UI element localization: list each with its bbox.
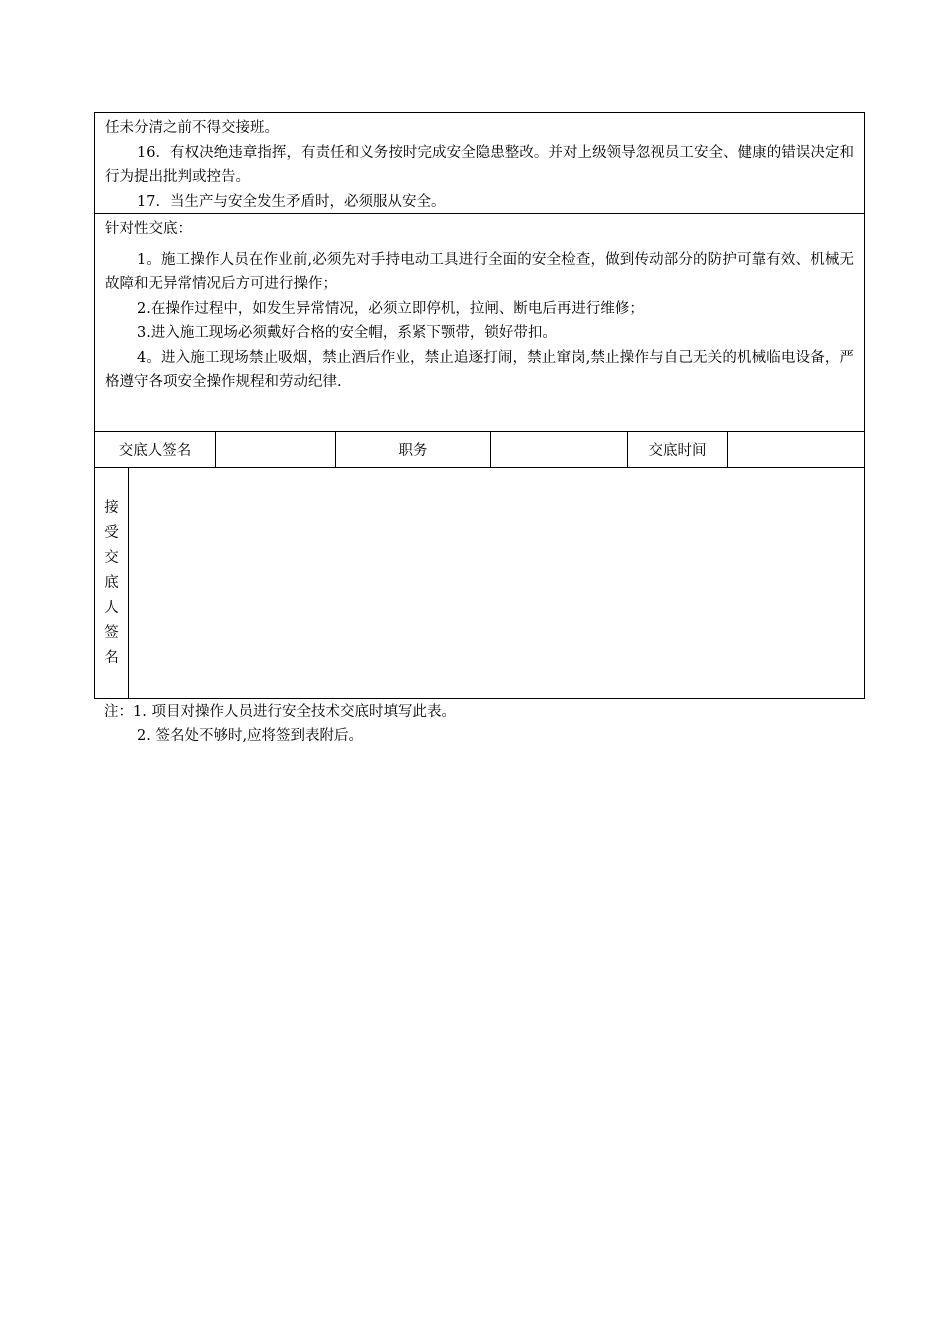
receiver-signature-row [95, 468, 864, 698]
notes [104, 700, 456, 748]
receiver-label-char: 交 [104, 549, 119, 566]
rule-continuation: 任未分清之前不得交接班。 [105, 120, 279, 136]
note-line-2: 2. 签名处不够时,应将签到表附后。 [137, 728, 364, 744]
targeted-item-2: 2.在操作过程中，如发生异常情况，必须立即停机，拉闸、断电后再进行维修； [137, 300, 644, 317]
rule-16: 16．有权决绝违章指挥，有责任和义务按时完成安全隐患整改。并对上级领导忽视员工安全、健康的错误决定和行为提出批判或控告。 [105, 144, 854, 185]
receiver-signature-area[interactable] [129, 468, 864, 698]
note-line-1: 注：1. 项目对操作人员进行安全技术交底时填写此表。 [104, 704, 456, 720]
signature-row [95, 432, 864, 468]
general-rules-section [95, 113, 864, 214]
targeted-item-4: 4。进入施工现场禁止吸烟，禁止酒后作业，禁止追逐打闹，禁止窜岗,禁止操作与自己无关的机械临电设备，严格遵守各项安全操作规程和劳动纪律. [105, 349, 854, 390]
discloser-label: 交底人签名 [95, 432, 216, 467]
discloser-signature-field[interactable] [216, 432, 336, 467]
time-field[interactable] [728, 432, 864, 467]
receiver-label-char: 底 [104, 574, 119, 591]
receiver-label-char: 受 [104, 524, 119, 541]
targeted-item-1: 1。施工操作人员在作业前,必须先对手持电动工具进行全面的安全检查，做到传动部分的防护可靠有效、机械无故障和无异常情况后方可进行操作； [105, 251, 854, 292]
receiver-label-char: 名 [104, 649, 119, 666]
time-label: 交底时间 [628, 432, 728, 467]
receiver-label-char: 人 [104, 599, 119, 616]
rule-17: 17．当生产与安全发生矛盾时，必须服从安全。 [137, 193, 446, 210]
receiver-label-char: 接 [104, 499, 119, 516]
position-label: 职务 [336, 432, 491, 467]
targeted-disclosure-section [95, 214, 864, 432]
receiver-label-char: 签 [104, 624, 119, 641]
targeted-heading: 针对性交底： [105, 221, 192, 237]
receiver-label [95, 468, 129, 698]
targeted-item-3: 3.进入施工现场必须戴好合格的安全帽，系紧下颚带，锁好带扣。 [137, 325, 557, 341]
disclosure-table [94, 112, 865, 699]
position-field[interactable] [491, 432, 628, 467]
